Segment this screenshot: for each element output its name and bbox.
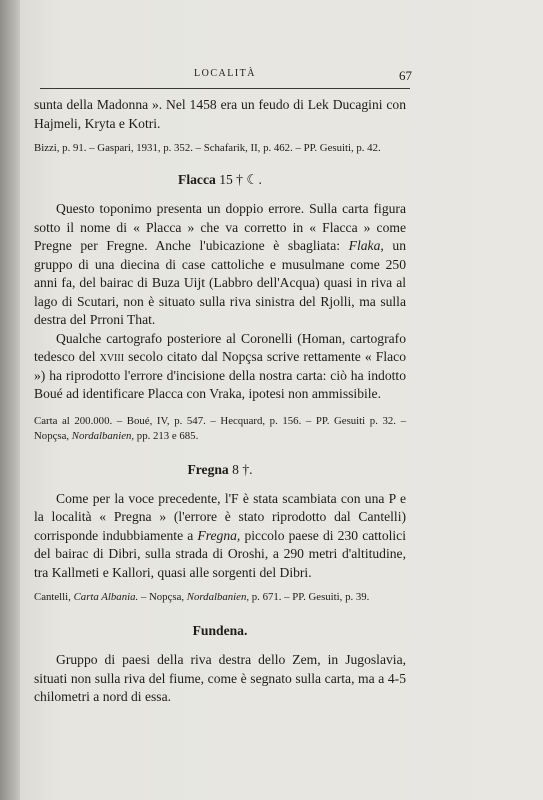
- page-number: 67: [399, 68, 412, 83]
- entry-heading-fregna: [34, 462, 406, 478]
- text-run: un gruppo di una diecina di case cattoliche e musulmane come 250 anni fa, del bairac di Buza Uijt (Labbro dell'Acqua) quasi in riva al lago di Scutari, non è situato sulla riva sinistra del Rjolli, ma sulla destra del Prroni That.: [34, 238, 406, 327]
- entry-marks: 8 †.: [232, 461, 253, 477]
- intro-paragraph: sunta della Madonna ». Nel 1458 era un feudo di Lek Ducagini con Hajmeli, Kryta e Kotri.: [34, 97, 406, 131]
- entry-name: Flacca: [178, 172, 216, 187]
- page-header: [40, 66, 410, 89]
- entry-heading-flacca: [34, 172, 406, 188]
- intro-references: Bizzi, p. 91. – Gaspari, 1931, p. 352. – Schafarik, II, p. 462. – PP. Gesuiti, p. 42.: [34, 142, 381, 154]
- fregna-paragraph: [34, 490, 406, 583]
- entry-heading-fundena: [34, 623, 406, 639]
- italic-title: Nordalbanien,: [186, 591, 250, 603]
- text-run: Come per la voce precedente, l'F è stata scambiata con una P e la località « Pregna » (l'errore è stato riprodotto dal Cantelli) corrisponde indubbiamente a: [34, 490, 406, 543]
- text-run: secolo citato dal Nopçsa scrive rettamente « Flaco ») ha riprodotto l'errore d'incisione della nostra carta: ciò ha indotto Boué ad identificare Placca con Vraka, ipotesi non ammissibile.: [34, 349, 406, 401]
- page-content: [34, 96, 406, 707]
- text-run: pp. 213 e 685.: [136, 429, 199, 442]
- text-run: Questo toponimo presenta un doppio errore. Sulla carta figura sotto il nome di « Placca » che va corretto in « Flacca » come Pregne per Fregne. Anche l'ubicazione è sbagliata:: [34, 201, 406, 253]
- entry-marks: 15 † ☾.: [219, 172, 262, 187]
- text-run: Cantelli,: [34, 591, 71, 603]
- flacca-references: [34, 414, 406, 444]
- text-run: – Nopçsa,: [140, 591, 185, 603]
- century-numeral: xviii: [99, 349, 125, 364]
- page-spine-shadow: [0, 0, 20, 800]
- flacca-paragraph-2: [34, 330, 406, 404]
- running-title: LOCALITÀ: [194, 68, 256, 79]
- italic-title: Nordalbanien,: [71, 429, 135, 442]
- italic-toponym: Fregna,: [197, 527, 241, 543]
- text-run: piccolo paese di 230 cattolici del bairac di Dibri, sulla strada di Oroshi, a 290 metri d'altitudine, tra Kallmeti e Kallori, quasi alle sorgenti del Dibri.: [34, 527, 406, 580]
- entry-name: Fregna: [187, 461, 229, 477]
- entry-name: Fundena.: [192, 623, 248, 638]
- text-run: Carta al 200.000. – Boué, IV, p. 547. – Hecquard, p. 156. – PP. Gesuiti p. 32. – Nopçsa,: [34, 414, 406, 442]
- italic-toponym: Flaka,: [348, 238, 384, 253]
- flacca-paragraph-1: [34, 200, 406, 330]
- fregna-references: [34, 590, 406, 605]
- text-run: p. 671. – PP. Gesuiti, p. 39.: [251, 591, 370, 603]
- fundena-paragraph: Gruppo di paesi della riva destra dello Zem, in Jugoslavia, situati non sulla riva del fiume, come è segnato sulla carta, ma a 4-5 chilometri a nord di essa.: [34, 652, 406, 704]
- italic-title: Carta Albania.: [73, 591, 139, 603]
- text-run: Qualche cartografo posteriore al Coronelli (Homan, cartografo tedesco del: [34, 330, 406, 364]
